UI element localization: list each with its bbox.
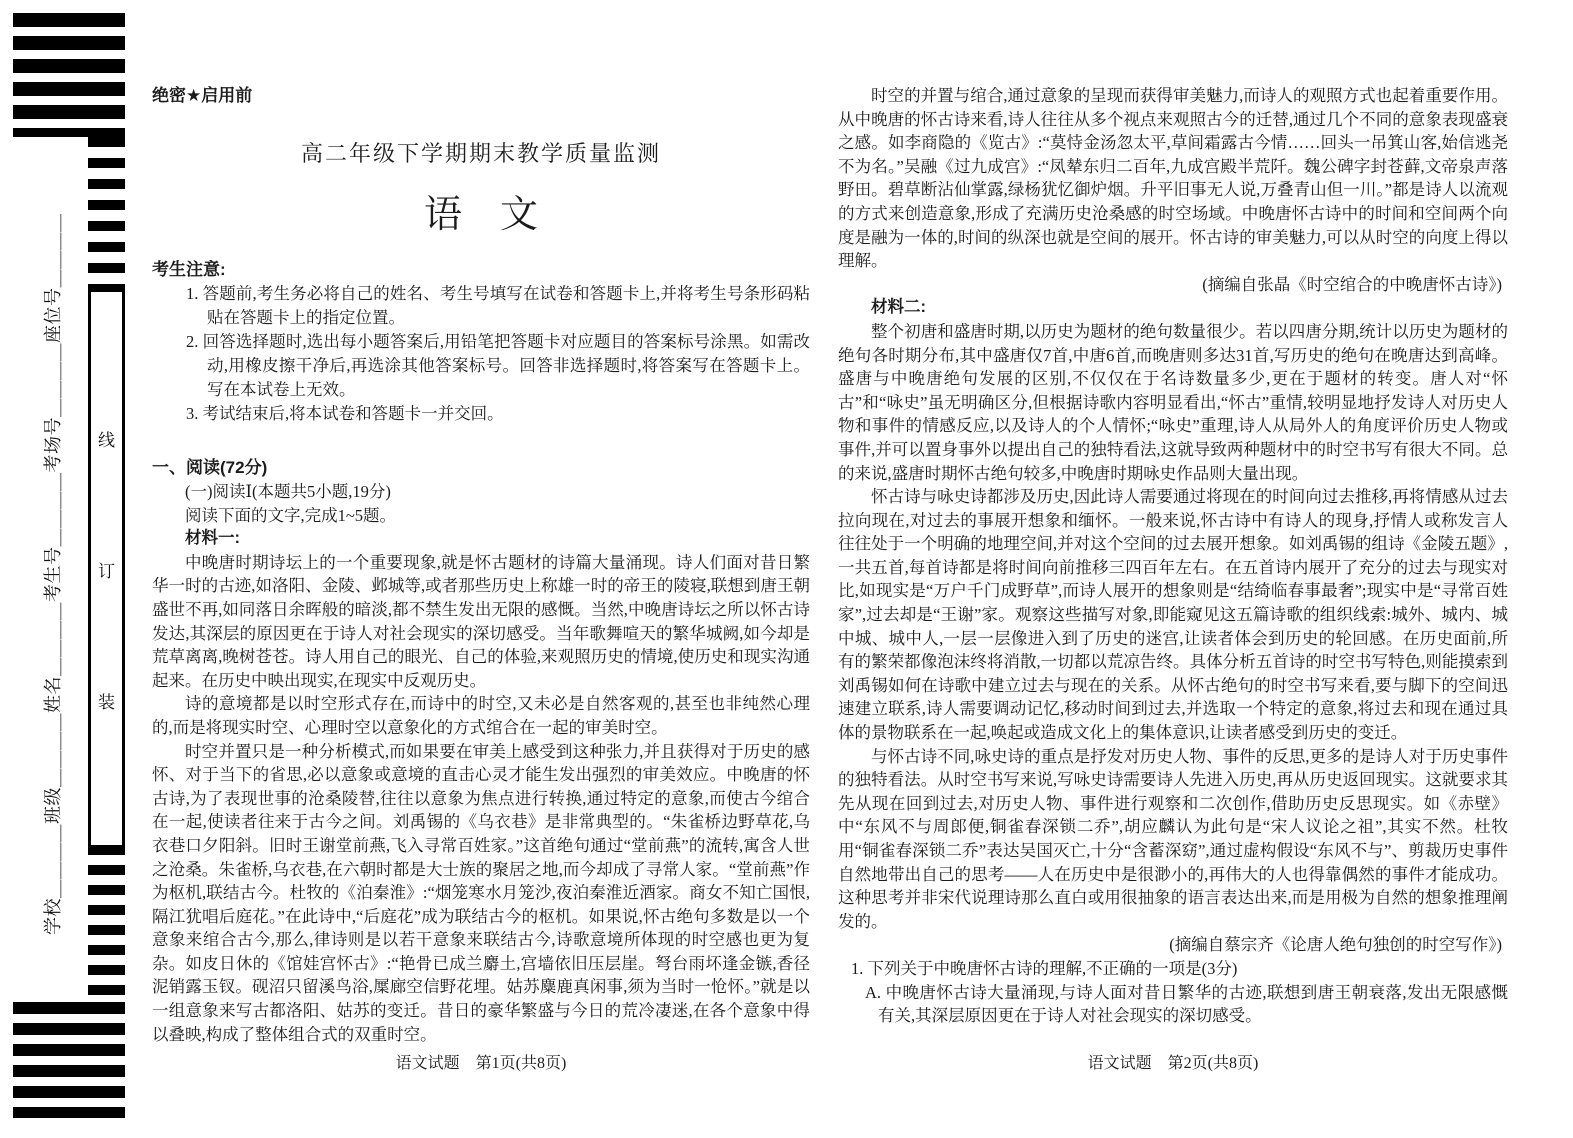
registration-mark-stripes-top	[13, 13, 125, 137]
binding-barcode-bottom	[88, 845, 125, 1002]
registration-mark-stripes-bottom	[13, 1002, 125, 1118]
material-1-heading: 材料一:	[185, 529, 240, 548]
material-1-paragraph: 诗的意境都是以时空形式存在,而诗中的时空,又未必是自然客观的,甚至也非纯然心理的,而是将现实时空、心理时空以意象化的方式绾合在一起的审美时空。	[152, 694, 810, 737]
page-2	[838, 84, 1508, 1028]
material-2-paragraph: 与怀古诗不同,咏史诗的重点是抒发对历史人物、事件的反思,更多的是诗人对于历史事件的独特看法。从时空书写来说,写咏史诗需要诗人先进入历史,再从历史返回现实。这就要求其先从现在回到过去,对历史人物、事件进行观察和二次创作,借助历史反思现实。如《赤壁》中“东风不与周郎便,铜雀春深锁二乔”,胡应麟认为此句是“宋人议论之祖”,其实不然。杜牧用“铜雀春深锁二乔”表达吴国灭亡,十分“含蓄深窈”,通过虚构假设“东风不与”、剪裁历史事件自然地带出自己的思考——人在历史中是很渺小的,再伟大的人也得靠偶然的事件才能成功。这种思考并非宋代说理诗那么直白或用很抽象的语言表达出来,而是用极为自然的想象推理阐发的。	[838, 746, 1508, 931]
security-classification: 绝密★启用前	[152, 86, 253, 105]
notice-item-1: 1. 答题前,考生务必将自己的姓名、考生号填写在试卷和答题卡上,并将考生号条形码粘贴在答题卡上的指定位置。	[186, 284, 810, 327]
material-1-attribution: (摘编自张晶《时空绾合的中晚唐怀古诗》)	[1202, 274, 1502, 294]
page-1-footer: 语文试题 第1页(共8页)	[395, 1055, 567, 1072]
material-2-attribution: (摘编自蔡宗齐《论唐人绝句独创的时空写作》)	[1169, 935, 1502, 955]
subject-title: 语 文	[423, 194, 538, 236]
notice-item-3: 3. 考试结束后,将本试卷和答题卡一并交回。	[186, 404, 504, 423]
binding-barcode-top	[88, 137, 125, 292]
material-1-paragraph-continued: 时空的并置与绾合,通过意象的呈现而获得审美魅力,而诗人的观照方式也起着重要作用。从中晚唐的怀古诗来看,诗人往往从多个视点来观照古今的迁替,通过几个不同的意象表现盛衰之感。如李商隐的《览古》:“莫恃金汤忽太平,草间霜露古今情……回头一吊箕山客,始信逃尧不为名。”吴融《过九成宫》:“凤辇东归二百年,九成宫殿半荒阡。魏公碑字封苍藓,文帝泉声落野田。碧草断沾仙掌露,绿杨犹忆御炉烟。升平旧事无人说,万叠青山但一川。”都是诗人以流观的方式来创造意象,形成了充满历史沧桑感的时空场域。中晚唐怀古诗中的时间和空间两个向度是融为一体的,时间的纵深也就是空间的展开。怀古诗的审美魅力,可以从时空的向度上得以理解。	[838, 86, 1508, 271]
material-2-paragraph: 怀古诗与咏史诗都涉及历史,因此诗人需要通过将现在的时间向过去推移,再将情感从过去拉向现在,对过去的事展开想象和缅怀。一般来说,怀古诗中有诗人的现身,抒情人或称发言人往往处于一个明确的地理空间,并对这个空间的过去展开想象。如刘禹锡的组诗《金陵五题》,一共五首,每首诗都是将时间向前推移三四百年左右。在五首诗内展开了充分的过去与现实对比,如现实是“万户千门成野草”,而诗人展开的想象则是“结绮临春事最奢”;现实中是“寻常百姓家”,过去却是“王谢”家。观察这些描写对象,即能窥见这五篇诗歌的组织线索:城外、城内、城中城、城中人,一层一层像进入到了历史的迷宫,让读者体会到历史的轮回感。在历史面前,所有的繁荣都像泡沫终将消散,一切都以荒凉告终。具体分析五首诗的时空书写特色,则能摸索到刘禹锡如何在诗歌中建立过去与现在的关系。从怀古绝句的时空书写来看,要与脚下的空间迅速建立联系,诗人需要调动记忆,移动时间到过去,并选取一个特定的意象,将过去和现在通过具体的景物联系在一起,唤起或造成文化上的集体意识,让读者感受到历史的变迁。	[838, 487, 1508, 743]
binding-line-char: 装	[98, 693, 115, 712]
material-2-heading: 材料二:	[871, 298, 926, 317]
notice-item-2: 2. 回答选择题时,选出每小题答案后,用铅笔把答题卡对应题目的答案标号涂黑。如需改动,用橡皮擦干净后,再选涂其他答案标号。回答非选择题时,将答案写在答题卡上。写在本试卷上无效。	[186, 332, 810, 399]
exam-title: 高二年级下学期期末教学质量监测	[300, 141, 661, 166]
page-1	[152, 84, 810, 1046]
material-2-paragraph: 整个初唐和盛唐时期,以历史为题材的绝句数量很少。若以四唐分期,统计以历史为题材的绝句各时期分布,其中盛唐仅7首,中唐6首,而晚唐则多达31首,写历史的绝句在晚唐达到高峰。盛唐与中晚唐绝句发展的区别,不仅仅在于名诗数量多少,更在于题材的转变。唐人对“怀古”和“咏史”虽无明确区分,但根据诗歌内容明显看出,“怀古”重情,较明显地抒发诗人对历史人物和事件的情感反应,以及诗人的个人情怀;“咏史”重理,诗人从局外人的角度评价历史人物或事件,并可以置身事外以提出自己的独特看法,这就导致两种题材中的时空书写有很大不同。总的来说,盛唐时期怀古绝句较多,中晚唐时期咏史作品则大量出现。	[838, 321, 1508, 483]
material-1-paragraph: 中晚唐时期诗坛上的一个重要现象,就是怀古题材的诗篇大量涌现。诗人们面对昔日繁华一时的古迹,如洛阳、金陵、邺城等,或者那些历史上称雄一时的帝王的陵寝,联想到唐王朝盛世不再,如同落日余晖般的暗淡,都不禁生发出无限的感慨。当然,中晚唐诗坛之所以怀古诗发达,其深层的原因更在于诗人对社会现实的深切感受。当年歌舞喧天的繁华城阙,如今却是荒草离离,晚树苍苍。诗人用自己的眼光、自己的体验,来观照历史的情境,使历史和现实沟通起来。在历史中映出现实,在现实中反观历史。	[152, 552, 810, 690]
binding-line-char: 订	[98, 562, 115, 581]
candidate-notice-heading: 考生注意:	[152, 260, 226, 279]
section-heading-reading: 一、阅读(72分)	[152, 458, 268, 477]
reading-instruction: 阅读下面的文字,完成1~5题。	[185, 505, 397, 525]
subsection-heading: (一)阅读Ⅰ(本题共5小题,19分)	[185, 482, 391, 501]
binding-line-char: 线	[98, 431, 115, 450]
material-1-paragraph: 时空并置只是一种分析模式,而如果要在审美上感受到这种张力,并且获得对于历史的感怀、对于当下的省思,必以意象或意境的直击心灵才能生发出强烈的审美效应。中晚唐的怀古诗,为了表现世事的沧桑陵替,往往以意象为焦点进行转换,通过特定的意象,而使古今绾合在一起,使读者往来于古今之间。刘禹锡的《乌衣巷》是非常典型的。“朱雀桥边野草花,乌衣巷口夕阳斜。旧时王谢堂前燕,飞入寻常百姓家。”这首绝句通过“堂前燕”的流转,寓含人世之沧桑。朱雀桥,乌衣巷,在六朝时都是大士族的聚居之地,而今却成了寻常人家。“堂前燕”作为枢机,联结古今。杜牧的《泊秦淮》:“烟笼寒水月笼沙,夜泊秦淮近酒家。商女不知亡国恨,隔江犹唱后庭花。”在此诗中,“后庭花”成为联结古今的枢机。如果说,怀古绝句多数是以一个意象来绾合古今,那么,律诗则是以若干意象来联结古今,诗歌意境所体现的时空感也更为复杂。如皮日休的《馆娃宫怀古》:“艳骨已成兰麝土,宫墙依旧压层崖。弩台雨坏逢金镞,香径泥销露玉钗。砚沼只留溪鸟浴,屟廊空信野花埋。姑苏麋鹿真闲事,须为当时一怆怀。”就是以一组意象来写古都洛阳、姑苏的变迁。昔日的豪华繁盛与今日的荒冷凄迷,在各个意象中得以叠映,构成了整体组合式的双重时空。	[152, 741, 810, 1044]
question-1: 1. 下列关于中晚唐怀古诗的理解,不正确的一项是(3分)	[851, 958, 1238, 978]
page-2-footer: 语文试题 第2页(共8页)	[1087, 1055, 1259, 1072]
question-1-option-a: A. 中晚唐怀古诗大量涌现,与诗人面对昔日繁华的古迹,联想到唐王朝衰落,发出无限感慨有关,其深层原因更在于诗人对社会现实的深切感受。	[865, 982, 1508, 1026]
registration-fields-rotated: 学校＿＿＿＿班级＿＿＿＿姓名＿＿＿＿考生号＿＿＿＿考场号＿＿＿＿座位号＿＿＿＿	[43, 213, 63, 935]
